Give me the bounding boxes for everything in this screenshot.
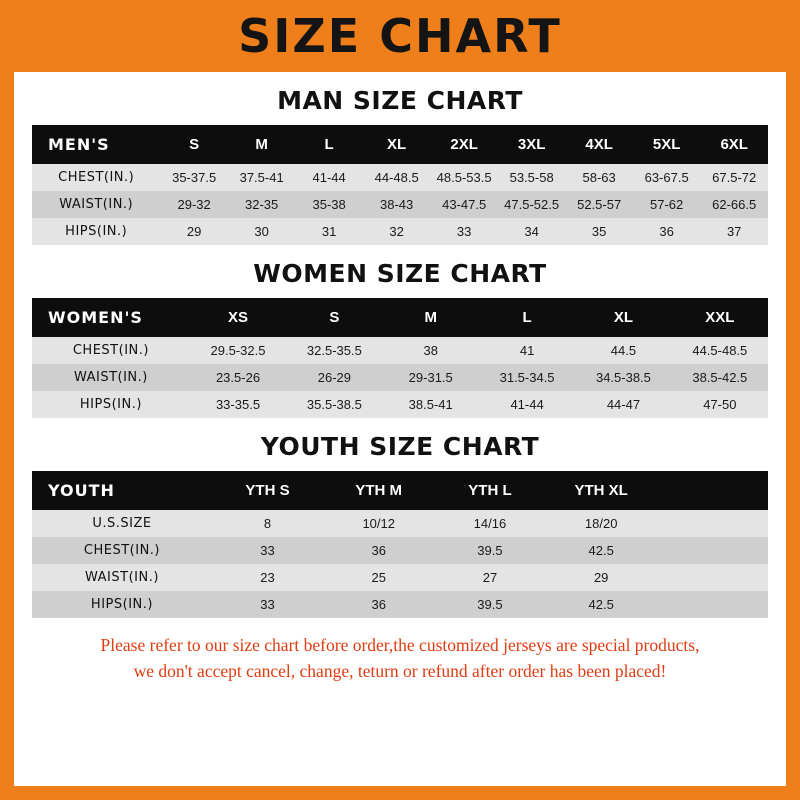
men-size-table [32, 125, 768, 245]
cell: 25 [323, 564, 434, 591]
cell: 36 [633, 218, 701, 245]
cell-empty [657, 510, 768, 537]
column-header: S [286, 298, 382, 337]
women-table-body [32, 337, 768, 418]
table-header-row [32, 471, 768, 510]
cell: 30 [228, 218, 296, 245]
row-label: HIPS(IN.) [32, 391, 190, 418]
cell: 47-50 [672, 391, 768, 418]
cell: 41 [479, 337, 575, 364]
youth-size-table [32, 471, 768, 618]
cell: 44.5 [575, 337, 671, 364]
cell: 38-43 [363, 191, 431, 218]
cell: 10/12 [323, 510, 434, 537]
cell: 38.5-41 [383, 391, 479, 418]
cell: 37 [700, 218, 768, 245]
cell: 35-37.5 [160, 164, 228, 191]
table-row [32, 218, 768, 245]
column-header: YTH L [434, 471, 545, 510]
table-row [32, 391, 768, 418]
men-table-body [32, 164, 768, 245]
table-row [32, 510, 768, 537]
header-band [0, 0, 800, 72]
cell: 48.5-53.5 [430, 164, 498, 191]
table-row [32, 591, 768, 618]
cell: 62-66.5 [700, 191, 768, 218]
cell: 26-29 [286, 364, 382, 391]
cell: 32-35 [228, 191, 296, 218]
cell: 41-44 [295, 164, 363, 191]
cell: 44-48.5 [363, 164, 431, 191]
table-row [32, 564, 768, 591]
row-label: WAIST(IN.) [32, 364, 190, 391]
cell: 29-32 [160, 191, 228, 218]
footer-line-1: Please refer to our size chart before order,the customized jerseys are special products, [100, 635, 700, 655]
cell: 57-62 [633, 191, 701, 218]
cell-empty [657, 564, 768, 591]
table-row [32, 191, 768, 218]
table-header-row [32, 298, 768, 337]
cell: 33 [212, 537, 323, 564]
women-size-section [14, 259, 786, 418]
cell: 36 [323, 537, 434, 564]
table-row [32, 364, 768, 391]
cell: 47.5-52.5 [498, 191, 566, 218]
cell: 39.5 [434, 591, 545, 618]
cell: 42.5 [546, 537, 657, 564]
cell: 41-44 [479, 391, 575, 418]
column-header: XXL [672, 298, 768, 337]
cell: 37.5-41 [228, 164, 296, 191]
cell: 23 [212, 564, 323, 591]
column-header: L [479, 298, 575, 337]
youth-size-section [14, 432, 786, 618]
table-row [32, 537, 768, 564]
cell: 35-38 [295, 191, 363, 218]
cell: 43-47.5 [430, 191, 498, 218]
cell: 42.5 [546, 591, 657, 618]
column-header: M [228, 125, 296, 164]
cell: 23.5-26 [190, 364, 286, 391]
column-header-empty [657, 471, 768, 510]
cell: 33-35.5 [190, 391, 286, 418]
cell: 53.5-58 [498, 164, 566, 191]
column-header: M [383, 298, 479, 337]
cell: 29.5-32.5 [190, 337, 286, 364]
youth-header-label: YOUTH [32, 471, 212, 510]
row-label: WAIST(IN.) [32, 564, 212, 591]
row-label: HIPS(IN.) [32, 218, 160, 245]
table-row [32, 164, 768, 191]
cell: 67.5-72 [700, 164, 768, 191]
page-title: SIZE CHART [238, 9, 562, 63]
table-row [32, 337, 768, 364]
column-header: YTH M [323, 471, 434, 510]
cell: 35.5-38.5 [286, 391, 382, 418]
cell: 44.5-48.5 [672, 337, 768, 364]
row-label: CHEST(IN.) [32, 337, 190, 364]
women-section-title: WOMEN SIZE CHART [253, 259, 547, 288]
cell: 36 [323, 591, 434, 618]
cell: 33 [212, 591, 323, 618]
column-header: 4XL [565, 125, 633, 164]
cell: 31.5-34.5 [479, 364, 575, 391]
youth-section-title: YOUTH SIZE CHART [260, 432, 540, 461]
youth-table-head [32, 471, 768, 510]
cell: 32.5-35.5 [286, 337, 382, 364]
cell-empty [657, 591, 768, 618]
men-section-title: MAN SIZE CHART [277, 86, 523, 115]
men-size-section [14, 86, 786, 245]
cell: 27 [434, 564, 545, 591]
column-header: 5XL [633, 125, 701, 164]
women-size-table [32, 298, 768, 418]
cell: 38 [383, 337, 479, 364]
women-table-head [32, 298, 768, 337]
row-label: CHEST(IN.) [32, 537, 212, 564]
row-label: U.S.SIZE [32, 510, 212, 537]
cell: 39.5 [434, 537, 545, 564]
youth-table-body [32, 510, 768, 618]
column-header: S [160, 125, 228, 164]
table-header-row [32, 125, 768, 164]
column-header: YTH XL [546, 471, 657, 510]
cell: 8 [212, 510, 323, 537]
cell: 29-31.5 [383, 364, 479, 391]
men-header-label: MEN'S [32, 125, 160, 164]
cell: 58-63 [565, 164, 633, 191]
column-header: 6XL [700, 125, 768, 164]
cell: 52.5-57 [565, 191, 633, 218]
cell: 63-67.5 [633, 164, 701, 191]
cell: 14/16 [434, 510, 545, 537]
column-header: L [295, 125, 363, 164]
cell: 33 [430, 218, 498, 245]
cell: 31 [295, 218, 363, 245]
cell: 35 [565, 218, 633, 245]
row-label: WAIST(IN.) [32, 191, 160, 218]
cell: 32 [363, 218, 431, 245]
cell: 44-47 [575, 391, 671, 418]
column-header: XS [190, 298, 286, 337]
column-header: 3XL [498, 125, 566, 164]
men-table-head [32, 125, 768, 164]
women-header-label: WOMEN'S [32, 298, 190, 337]
row-label: HIPS(IN.) [32, 591, 212, 618]
cell: 18/20 [546, 510, 657, 537]
column-header: XL [575, 298, 671, 337]
footer-line-2: we don't accept cancel, change, teturn or refund after order has been placed! [133, 661, 667, 682]
cell-empty [657, 537, 768, 564]
column-header: 2XL [430, 125, 498, 164]
cell: 38.5-42.5 [672, 364, 768, 391]
column-header: XL [363, 125, 431, 164]
footer-note [14, 632, 786, 685]
cell: 34 [498, 218, 566, 245]
column-header: YTH S [212, 471, 323, 510]
cell: 29 [546, 564, 657, 591]
cell: 34.5-38.5 [575, 364, 671, 391]
row-label: CHEST(IN.) [32, 164, 160, 191]
cell: 29 [160, 218, 228, 245]
